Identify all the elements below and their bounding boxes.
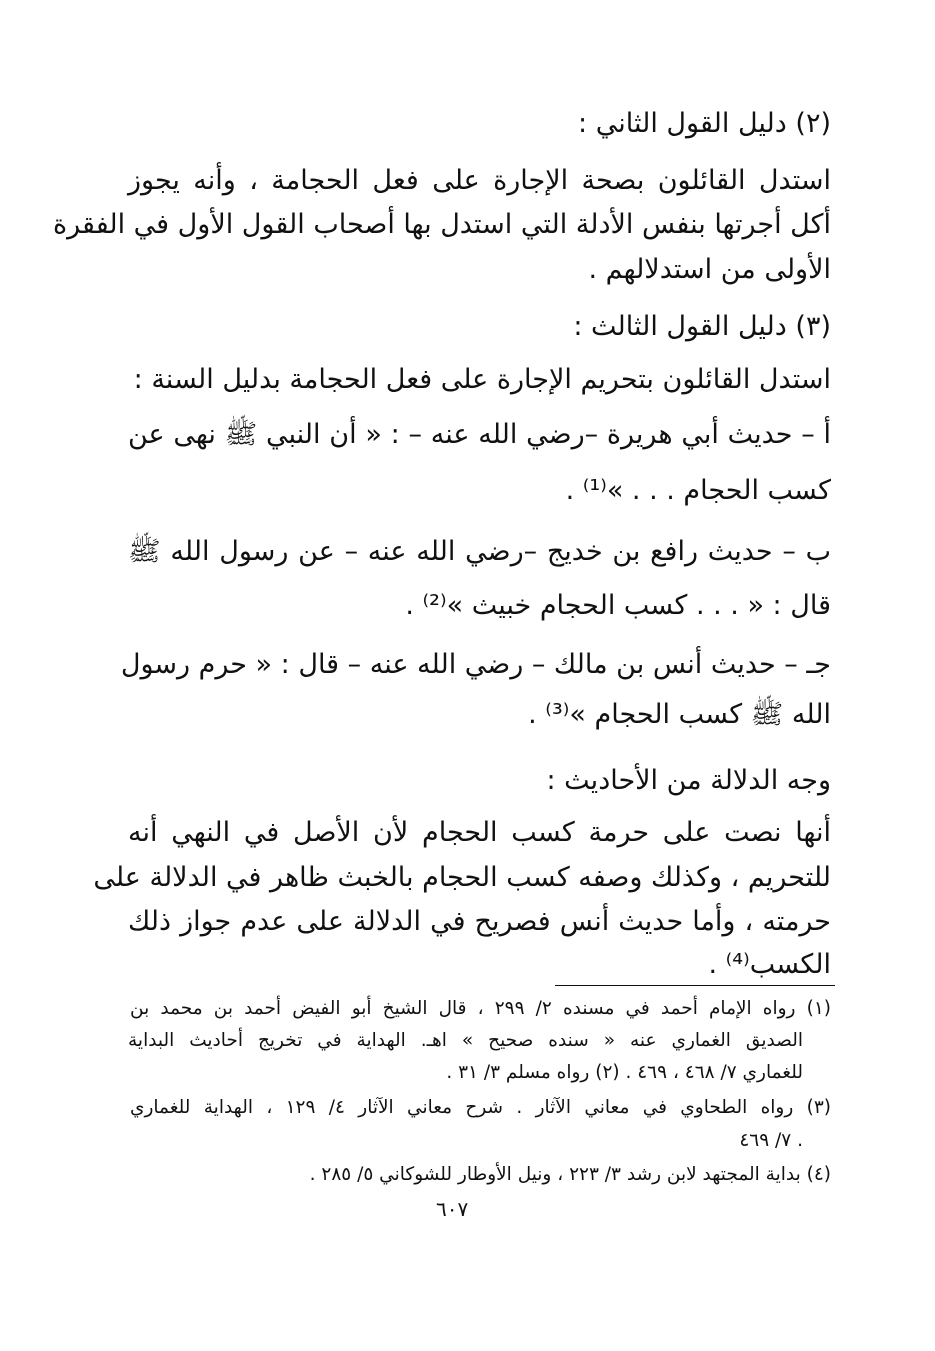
paragraph-line: أكل أجرتها بنفس الأدلة التي استدل بها أصحاب القول الأول في الفقرة — [53, 209, 831, 240]
paragraph-line: حرمته ، وأما حديث أنس فصريح في الدلالة على عدم جواز ذلك — [128, 906, 831, 937]
footnote-separator — [555, 985, 835, 986]
footnote-line: للغماري ٧/ ٤٦٨ ، ٤٦٩ . (٢) رواه مسلم ٣/ ٣١ . — [446, 1062, 803, 1083]
hadith-line: قال : « . . . كسب الحجام خبيث »⁽²⁾ . — [405, 590, 831, 621]
footnote-line: الصديق الغماري عنه « سنده صحيح » اهـ. الهداية في تخريج أحاديث البداية — [128, 1030, 803, 1051]
footnote-line: ٧/ ٤٦٩ . — [739, 1130, 803, 1151]
paragraph-line: الكسب⁽⁴⁾ . — [708, 949, 831, 980]
heading-evidence-from-hadiths: وجه الدلالة من الأحاديث : — [546, 765, 831, 796]
footnote-line: (٤) بداية المجتهد لابن رشد ٣/ ٢٢٣ ، ونيل الأوطار للشوكاني ٥/ ٢٨٥ . — [309, 1164, 831, 1185]
paragraph-line: للتحريم ، وكذلك وصفه كسب الحجام بالخبث ظاهر في الدلالة على — [93, 862, 831, 893]
hadith-line: جـ – حديث أنس بن مالك – رضي الله عنه – قال : « حرم رسول — [120, 649, 831, 680]
paragraph-line: الأولى من استدلالهم . — [588, 254, 831, 285]
paragraph-line: استدل القائلون بتحريم الإجارة على فعل الحجامة بدليل السنة : — [133, 364, 831, 395]
paragraph-line: أنها نصت على حرمة كسب الحجام لأن الأصل في النهي أنه — [128, 817, 831, 848]
paragraph-line: استدل القائلون بصحة الإجارة على فعل الحجامة ، وأنه يجوز — [128, 165, 831, 196]
page-number: ٦٠٧ — [436, 1197, 469, 1221]
footnote-line: (٣) رواه الطحاوي في معاني الآثار . شرح معاني الآثار ٤/ ١٢٩ ، الهداية للغماري — [130, 1097, 831, 1118]
hadith-line: أ – حديث أبي هريرة –رضي الله عنه – : « أن النبي ﷺ نهى عن — [128, 419, 831, 450]
footnote-line: (١) رواه الإمام أحمد في مسنده ٢/ ٢٩٩ ، قال الشيخ أبو الفيض أحمد بن محمد بن — [130, 998, 831, 1019]
hadith-line: الله ﷺ كسب الحجام »⁽³⁾ . — [528, 699, 831, 730]
heading-third-opinion-evidence: (٣) دليل القول الثالث : — [573, 311, 831, 342]
hadith-line: كسب الحجام . . . »⁽¹⁾ . — [565, 475, 831, 506]
hadith-line: ب – حديث رافع بن خديج –رضي الله عنه – عن رسول الله ﷺ — [128, 536, 831, 567]
heading-second-opinion-evidence: (٢) دليل القول الثاني : — [578, 108, 831, 139]
